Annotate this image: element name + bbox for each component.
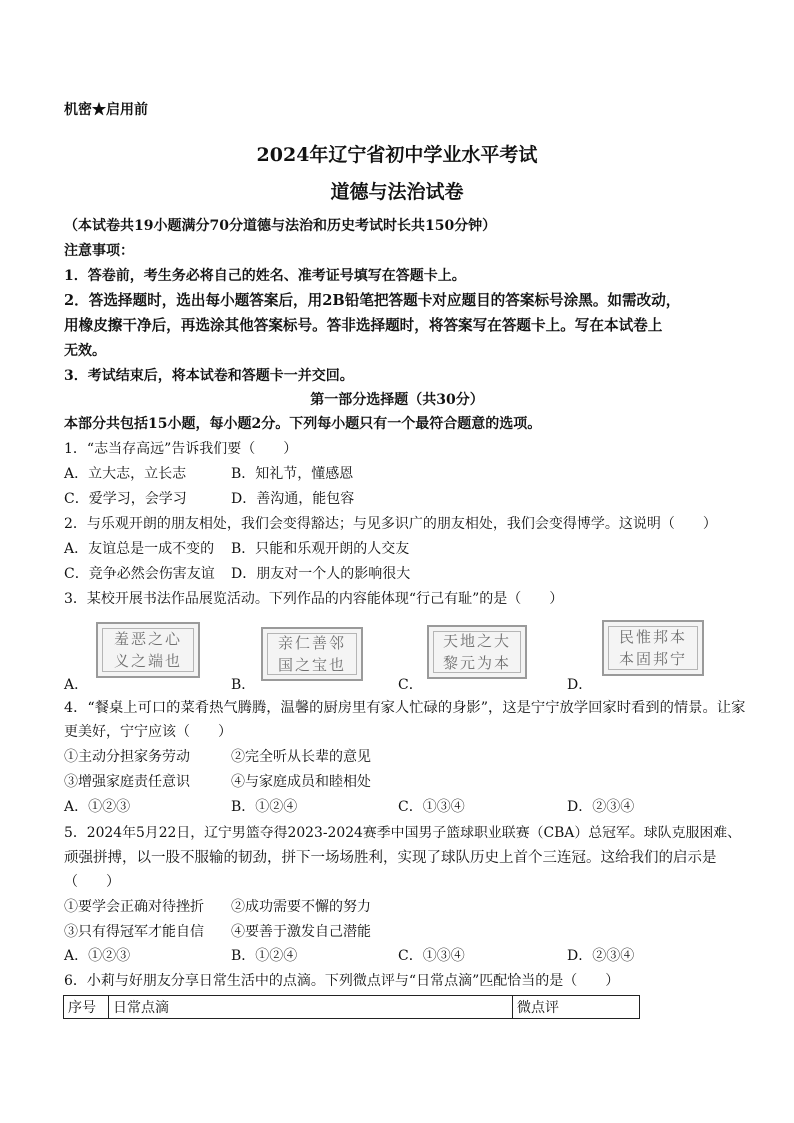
card-d-line-2: 本固邦宁: [618, 650, 687, 668]
card-b-line-2: 国之宝也: [277, 656, 346, 674]
card-c-line-2: 黎元为本: [442, 654, 511, 672]
secret-label: 机密★启用前: [64, 102, 148, 118]
notice-item-1: 1．答卷前，考生务必将自己的姓名、准考证号填写在答题卡上。: [64, 268, 466, 284]
card-d-line-1: 民惟邦本: [618, 628, 687, 646]
q5-statement-4: ④要善于激发自己潜能: [231, 924, 371, 940]
table-header-index: 序号: [64, 996, 109, 1019]
exam-title: 2024年辽宁省初中学业水平考试: [256, 144, 538, 166]
q4-stem-line-1: 4．“餐桌上可口的菜肴热气腾腾，温馨的厨房里有家人忙碌的身影”，这是宁宁放学回家时看到的情景。让家: [64, 700, 746, 716]
card-a-line-1: 羞恶之心: [113, 630, 182, 648]
q1-option-b: B．知礼节，懂感恩: [231, 466, 354, 482]
q5-stem-line-2: 顽强拼搏，以一股不服输的韧劲，拼下一场场胜利，实现了球队历史上首个三连冠。这给我们的启示是: [64, 850, 717, 866]
notice-item-2-line-2: 用橡皮擦干净后，再选涂其他答案标号。答非选择题时，将答案写在答题卡上。写在本试卷上: [64, 317, 663, 334]
table-header-daily: 日常点滴: [109, 996, 513, 1019]
card-a-line-2: 义之端也: [113, 652, 182, 670]
q1-option-c: C．爱学习，会学习: [64, 491, 187, 507]
q4-statement-4: ④与家庭成员和睦相处: [231, 774, 371, 790]
calligraphy-card-d: [602, 620, 704, 676]
q1-option-d: D．善沟通，能包容: [231, 491, 355, 507]
q2-option-a: A．友谊总是一成不变的: [64, 541, 215, 557]
q6-stem: 6．小莉与好朋友分享日常生活中的点滴。下列微点评与“日常点滴”匹配恰当的是（ ）: [64, 973, 620, 989]
q5-statement-1: ①要学会正确对待挫折: [64, 899, 204, 915]
card-b-line-1: 亲仁善邻: [277, 634, 346, 652]
q3-option-a: A．: [64, 677, 89, 693]
q4-stem-line-2: 更美好，宁宁应该（ ）: [64, 724, 232, 740]
q5-option-b: B．①②④: [231, 948, 298, 964]
q5-stem-line-1: 5．2024年5月22日，辽宁男篮夺得2023-2024赛季中国男子篮球职业联赛（CBA）总冠军。球队克服困难、: [64, 825, 742, 841]
q5-stem-line-3: （ ）: [64, 874, 120, 890]
q5-option-c: C．①③④: [398, 948, 465, 964]
section-title: 第一部分选择题（共30分）: [310, 392, 484, 408]
q3-option-b: B．: [231, 677, 256, 693]
q3-option-d: D．: [567, 677, 593, 693]
q2-option-d: D．朋友对一个人的影响很大: [231, 566, 411, 582]
exam-note: （本试卷共19小题满分70分道德与法治和历史考试时长共150分钟）: [64, 218, 497, 234]
table-row: [64, 996, 640, 1019]
q4-option-a: A．①②③: [64, 799, 131, 815]
q3-option-c: C．: [398, 677, 423, 693]
q4-statement-1: ①主动分担家务劳动: [64, 749, 190, 765]
calligraphy-card-b: [261, 627, 363, 681]
q5-statement-3: ③只有得冠军才能自信: [64, 924, 204, 940]
q4-statement-2: ②完全听从长辈的意见: [231, 749, 371, 765]
q4-option-b: B．①②④: [231, 799, 298, 815]
q6-table: [63, 995, 640, 1019]
q1-stem: 1．“志当存高远”告诉我们要（ ）: [64, 441, 298, 457]
q2-stem: 2．与乐观开朗的朋友相处，我们会变得豁达；与见多识广的朋友相处，我们会变得博学。这说明（ ）: [64, 516, 717, 532]
q3-stem: 3．某校开展书法作品展览活动。下列作品的内容能体现“行己有耻”的是（ ）: [64, 591, 564, 607]
q4-statement-3: ③增强家庭责任意识: [64, 774, 190, 790]
q4-option-c: C．①③④: [398, 799, 465, 815]
q5-option-d: D．②③④: [567, 948, 635, 964]
q5-statement-2: ②成功需要不懈的努力: [231, 899, 371, 915]
q2-option-b: B．只能和乐观开朗的人交友: [231, 541, 410, 557]
notice-item-3: 3．考试结束后，将本试卷和答题卡一并交回。: [64, 368, 354, 384]
q4-option-d: D．②③④: [567, 799, 635, 815]
calligraphy-card-c: [427, 625, 527, 679]
calligraphy-card-a: [96, 622, 200, 678]
notice-item-2-line-1: 2．答选择题时，选出每小题答案后，用2B铅笔把答题卡对应题目的答案标号涂黑。如需改动，: [64, 292, 681, 309]
notice-heading: 注意事项：: [64, 243, 134, 259]
notice-item-2-line-3: 无效。: [64, 343, 106, 359]
card-c-line-1: 天地之大: [442, 632, 511, 650]
q5-option-a: A．①②③: [64, 948, 131, 964]
q2-option-c: C．竞争必然会伤害友谊: [64, 566, 215, 582]
table-header-comment: 微点评: [513, 996, 640, 1019]
q1-option-a: A．立大志，立长志: [64, 466, 187, 482]
section-desc: 本部分共包括15小题，每小题2分。下列每小题只有一个最符合题意的选项。: [64, 416, 542, 432]
exam-subtitle: 道德与法治试卷: [330, 181, 464, 203]
